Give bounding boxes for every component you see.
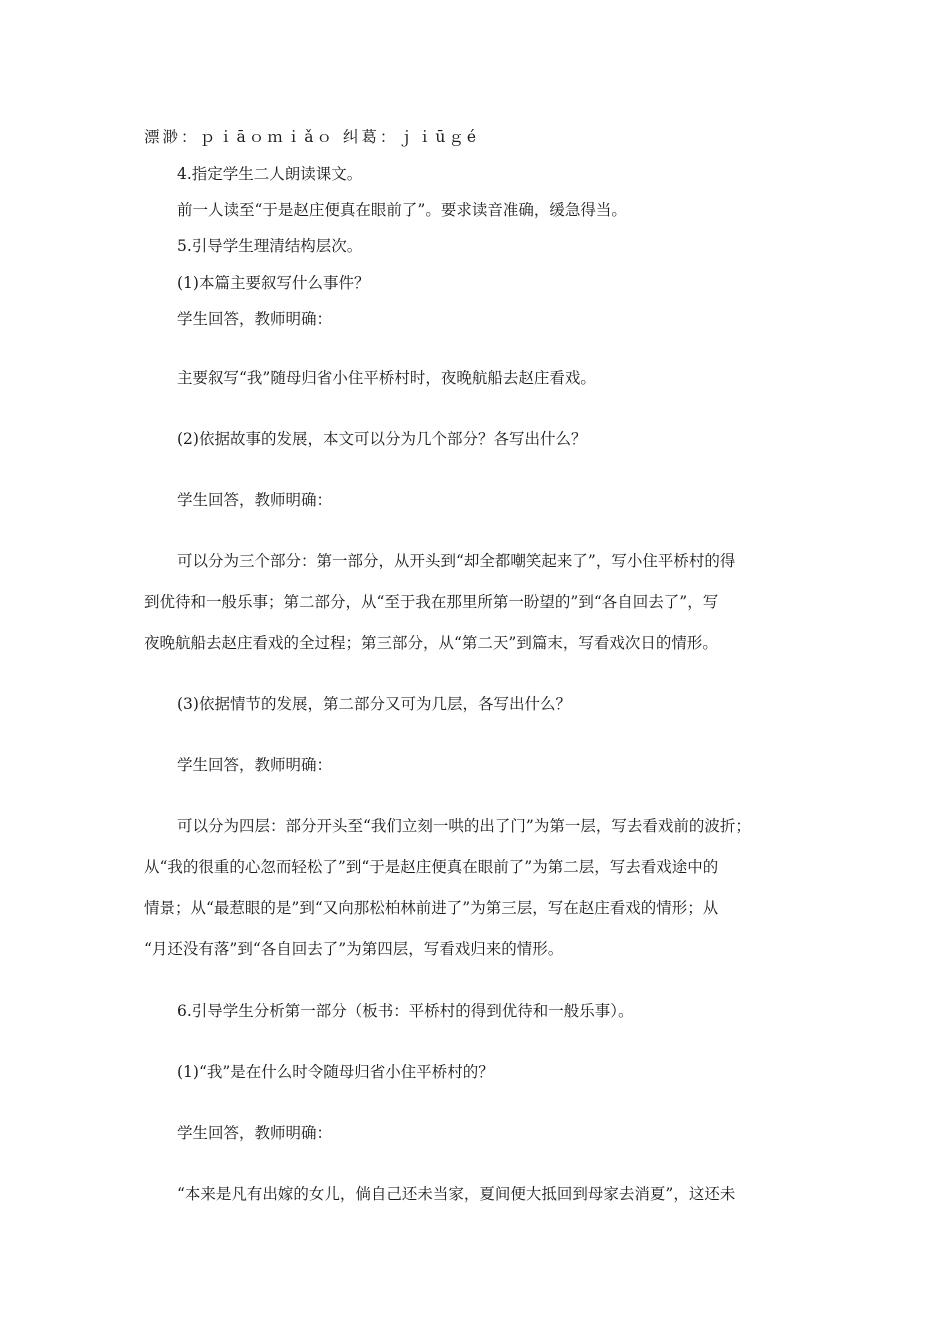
answer-line: 夜晚航船去赵庄看戏的全过程；第三部分，从“第二天”到篇末，写看戏次日的情形。 — [144, 634, 718, 652]
answer-line: 从“我的很重的心忽而轻松了”到“于是赵庄便真在眼前了”为第二层，写去看戏途中的 — [144, 858, 719, 876]
question-line: (1)“我”是在什么时令随母归省小住平桥村的？ — [177, 1063, 494, 1081]
paragraph-line: 学生回答，教师明确： — [177, 310, 333, 328]
paragraph-line: 学生回答，教师明确： — [177, 756, 333, 774]
paragraph-line: 学生回答，教师明确： — [177, 491, 333, 509]
answer-line: 可以分为三个部分：第一部分，从开头到“却全都嘲笑起来了”，写小住平桥村的得 — [177, 552, 736, 570]
pinyin-line: 漂渺：ｐｉāｏｍｉǎｏ 纠葛：ｊｉūｇé — [144, 128, 480, 146]
paragraph-line: 4.指定学生二人朗读课文。 — [177, 165, 363, 183]
question-line: (1)本篇主要叙写什么事件？ — [177, 274, 370, 292]
answer-line: 主要叙写“我”随母归省小住平桥村时，夜晚航船去赵庄看戏。 — [177, 369, 596, 387]
answer-line: 情景；从“最惹眼的是”到“又向那松柏林前进了”为第三层，写在赵庄看戏的情形；从 — [144, 899, 719, 917]
answer-line: “月还没有落”到“各自回去了”为第四层，写看戏归来的情形。 — [144, 940, 564, 958]
answer-line: “本来是凡有出嫁的女儿，倘自己还未当家，夏间便大抵回到母家去消夏”，这还未 — [177, 1185, 736, 1203]
question-line: (2)依据故事的发展，本文可以分为几个部分？各写出什么？ — [177, 430, 587, 448]
question-line: (3)依据情节的发展，第二部分又可为几层，各写出什么？ — [177, 695, 571, 713]
answer-line: 可以分为四层：部分开头至“我们立刻一哄的出了门”为第一层，写去看戏前的波折； — [177, 817, 751, 835]
paragraph-line: 学生回答，教师明确： — [177, 1124, 333, 1142]
paragraph-line: 前一人读至“于是赵庄便真在眼前了”。要求读音准确，缓急得当。 — [177, 201, 627, 219]
paragraph-line: 6.引导学生分析第一部分（板书：平桥村的得到优待和一般乐事）。 — [177, 1002, 634, 1020]
answer-line: 到优待和一般乐事；第二部分，从“至于我在那里所第一盼望的”到“各自回去了”，写 — [144, 593, 719, 611]
paragraph-line: 5.引导学生理清结构层次。 — [177, 237, 363, 255]
